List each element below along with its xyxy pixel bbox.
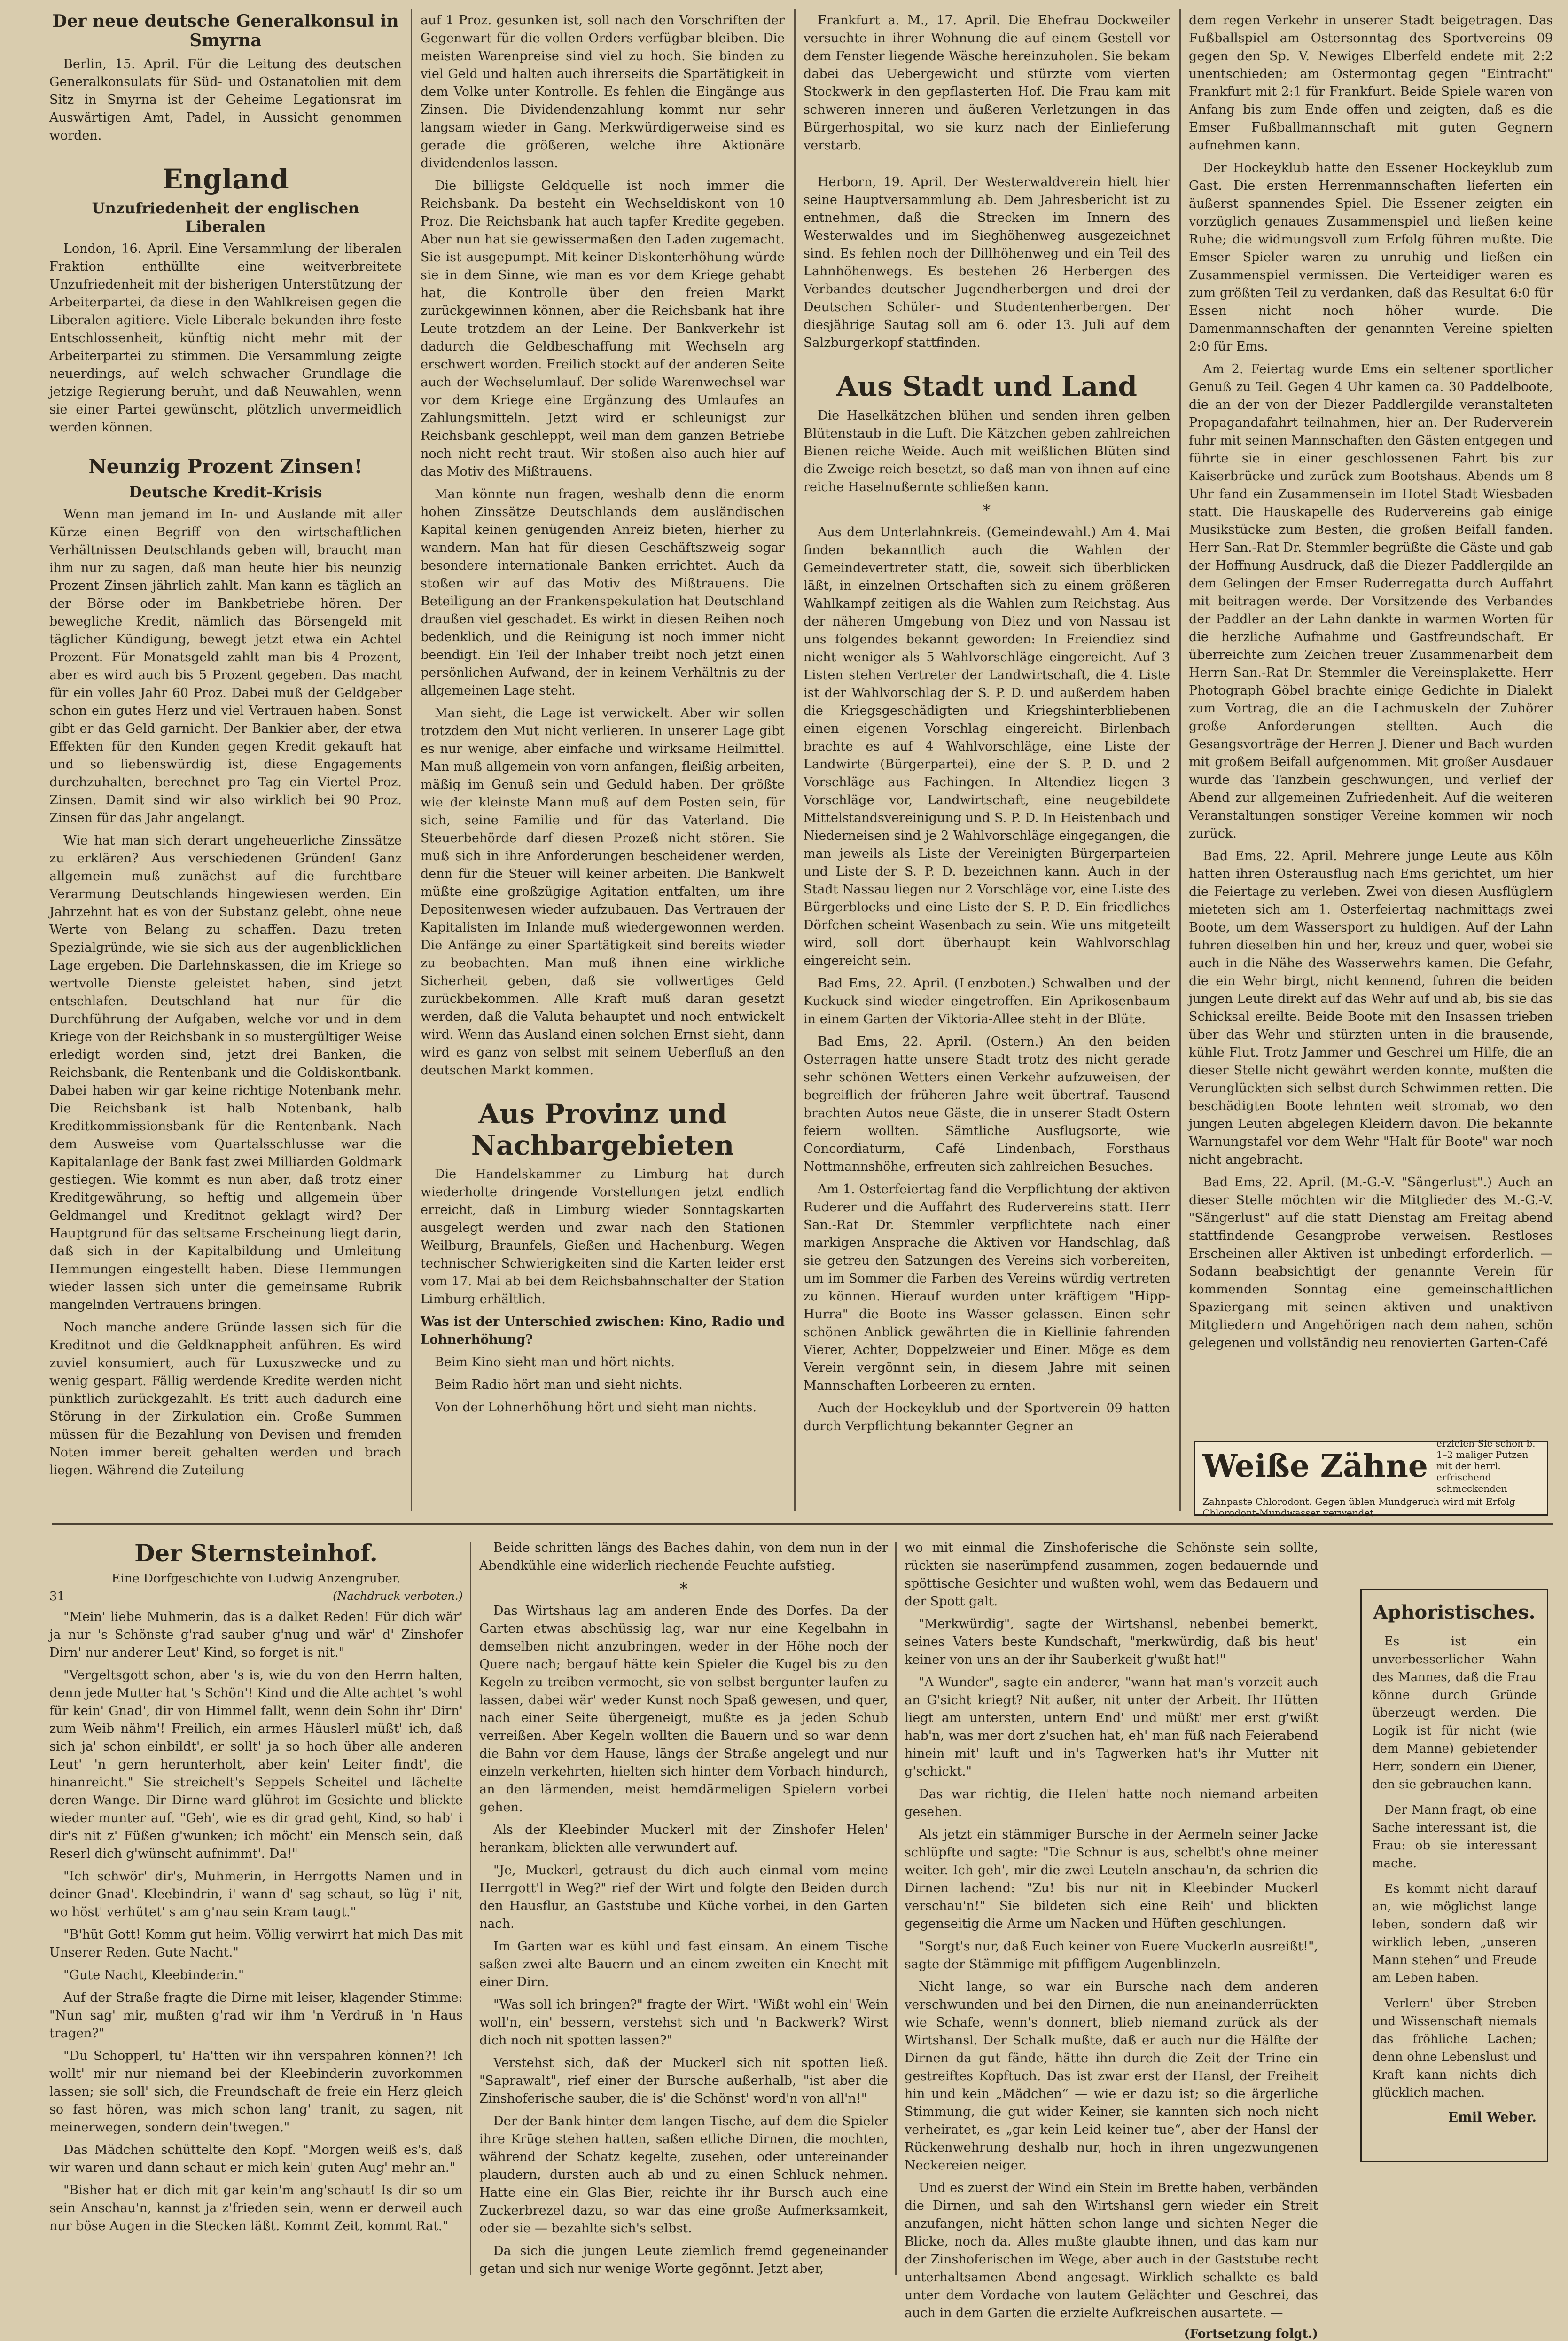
column-4 <box>1189 12 1553 1431</box>
article-text: Berlin, 15. April. Für die Leitung des deutschen Generalkonsulats für Süd- und Ostanatolien mit dem Sitz in Smyrna ist der Geheime Legationsrat im Auswärtigen Amt, Padel, in Aussicht genommen worden. <box>49 56 402 143</box>
ad-footer-text: Zahnpaste Chlorodont. Gegen üblen Mundgeruch wird mit Erfolg Chlorodont-Mundwasser verwendet. <box>1202 1496 1515 1519</box>
article-paragraph: Man sieht, die Lage ist verwickelt. Aber wir sollen trotzdem den Mut nicht verlieren. In unserer Lage gibt es nur wenige, aber einfache und wirksame Heilmittel. Man muß allgemein von vorn anfangen, fleißig arbeiten, mäßig im Genuß sein und Geduld haben. Der größte wie der kleinste Mann muß auf dem Posten sein, für sich, seine Familie und für das Vaterland. Die Steuerbehörde darf diesen Prozeß nicht stören. Sie muß sich in ihre Anforderungen bescheidener werden, denn für die Steuer will keiner arbeiten. Die Bankwelt müßte eine großzügige Agitation entfalten, um ihre Depositenwesen wieder aufzubauen. Das Vertrauen der Kapitalisten im Inlande muß wiedergewonnen werden. Die Anfänge zu einer Spartätigkeit sind bereits wieder zu beobachten. Man muß ihnen eine wirkliche Sicherheit geben, daß sie vollwertiges Geld zurückbekommen. Alle Kraft muß daran gesetzt werden, daß die Valuta behauptet und noch entwickelt wird. Wenn das Ausland einen solchen Ernst sieht, dann wird es ganz von selbst mit seinem Ueberfluß an den deutschen Markt kommen. <box>421 706 785 1078</box>
ad-small-text: erzielen Sie schon b. 1–2 maliger Putzen mit der herrl. erfrischend schmeckenden <box>1436 1438 1536 1494</box>
serial-paragraph: Und es zuerst der Wind ein Stein im Brette haben, verbänden die Dirnen, und sah den Wirtshansl gern wieder ein Streit anzufangen, nicht hätten schon lange und sichten Neger die Blicke, noch da. Alles mußte glaubte ihnen, und das kam nur der Zinshoferischen im Wege, aber auch in der Gaststube recht unterhaltsamen Abend angesagt. Wirklich schalkte es bald unter dem Vordache von lautem Gelächter und Geschrei, das auch in dem Garten die erzielte Aufkreischen ausartete. — <box>905 2181 1318 2320</box>
serial-paragraph: "Merkwürdig", sagte der Wirtshansl, nebenbei bemerkt, seines Vaters beste Kundschaft, "merkwürdig, daß bis heut' keiner von uns an der ihr Sauberkeit g'wußt hat!" <box>905 1617 1318 1667</box>
serial-column-3 <box>905 1539 1318 2341</box>
article-herborn <box>804 173 1170 352</box>
column-rule <box>470 1542 471 2275</box>
aphorism-paragraph: Es kommt nicht darauf an, wie möglichst lange leben, sondern daß wir wirklich leben, „unseren Mann stehen“ und Freude am Leben haben. <box>1372 1882 1537 1985</box>
article-paragraph: Was ist der Unterschied zwischen: Kino, Radio und Lohnerhöhung? <box>421 1315 785 1347</box>
article-generalkonsul <box>49 12 402 145</box>
article-paragraph: Beim Radio hört man und sieht nichts. <box>435 1378 683 1393</box>
article-text: London, 16. April. Eine Versammlung der liberalen Fraktion enthüllte eine weitverbreitete Unzufriedenheit mit der bisherigen Unterstützung der Arbeiterpartei, da diese in den Wahlkreisen gegen die Liberalen agitiere. Viele Liberale bekunden ihre feste Entschlossenheit, künftig nicht mehr mit der Arbeiterpartei zu stimmen. Die Versammlung zeigte neuerdings, auf welch schwacher Grundlage die jetzige Regierung beruht, und daß Neuwahlen, wenn sie einer Partei gewünscht, plötzlich unvermeidlich werden können. <box>49 242 402 435</box>
continuation-note: (Fortsetzung folgt.) <box>1184 2327 1318 2341</box>
article-text: Frankfurt a. M., 17. April. Die Ehefrau Dockweiler versuchte in ihrer Wohnung die auf einem Gestell vor dem Fenster liegende Wäsche hereinzuholen. Sie bekam dabei das Uebergewicht und stürzte vom vierten Stockwerk in den gepflasterten Hof. Die Frau kam mit schweren inneren und äußeren Verletzungen in das Bürgerhospital, wo sie kurz nach der Einlieferung verstarb. <box>804 13 1170 153</box>
article-paragraph: dem regen Verkehr in unserer Stadt beigetragen. Das Fußballspiel am Ostersonntag des Sportvereins 09 gegen den Sp. V. Newiges Elberfeld endete mit 2:2 unentschieden; am Ostermontag gegen "Eintracht" Frankfurt mit 2:1 für Frankfurt. Beide Spiele waren von Anfang bis zum Ende offen und zeigten, daß es die Emser Fußballmannschaft mit guten Gegnern aufnehmen kann. <box>1189 13 1553 153</box>
aphorism-paragraph: Verlern' über Streben und Wissenschaft niemals das fröhliche Lachen; denn ohne Lebenslust und Kraft kann nichts dich glücklich machen. <box>1372 1997 1537 2100</box>
section-divider <box>52 1523 1553 1525</box>
ad-top-row <box>1202 1438 1539 1494</box>
article-stadt-und-land <box>804 371 1170 1435</box>
serial-paragraph: "B'hüt Gott! Komm gut heim. Völlig verwirrt hat mich Das mit Unserer Reden. Gute Nacht." <box>49 1927 463 1960</box>
serial-paragraph: "Vergeltsgott schon, aber 's is, wie du von den Herrn halten, denn jede Mutter hat 's Schön'! Kind und die Alte achtet 's wohl für kein' Gnad', dir von Himmel fallt, wenn dein Sohn ihr' Dirn' zum Weib nähm'! Freilich, ein armes Häuslerl müßt' ich, daß sich ja' schon einbildt', er sollt' ja so hoch über alle anderen Leut' 'n gern herunterholt, aber kein' Leiter findt', die hinanreicht." Sie streichelt's Seppels Scheitel und lächelte deren Wange. Dir Dirne ward glührot im Gesichte und blickte wieder munter auf. "Geh', wie es dir grad geht, Kind, so hab' i dir's nit z' Füßen g'wunken; ich möcht' ein Mensch sein, daß Reserl dich g'wünscht aufnimmt'. Da!" <box>49 1668 463 1861</box>
article-paragraph: Die Haselkätzchen blühen und senden ihren gelben Blütenstaub in die Luft. Die Kätzchen geben zahlreichen Bienen reiche Weide. Auch mit weißlichen Blüten sind die Zweige reich besetzt, so daß man von ihnen auf eine reiche Haselnußernte schließen kann. <box>804 408 1170 494</box>
section-headline: Aus Provinz und Nachbargebieten <box>471 1098 734 1161</box>
serial-paragraph: "Gute Nacht, Kleebinderin." <box>63 1968 244 1982</box>
serial-number: 31 <box>49 1589 65 1604</box>
article-paragraph: Wenn man jemand im In- und Auslande mit aller Kürze einen Begriff von den wirtschaftlichen Verhältnissen Deutschlands geben will, braucht man ihm nur zu sagen, daß man heute hier bis neunzig Prozent Zinsen jährlich zahlt. Man kann es täglich an der Börse oder im Bankbetriebe hören. Der bewegliche Kredit, nämlich das Börsengeld mit täglicher Kündigung, bewegt jetzt etwa ein Achtel Prozent. Für Monatsgeld zahlt man bis 4 Prozent, aber es wird auch bis 5 Prozent gegeben. Das macht für ein volles Jahr 60 Proz. Dabei muß der Geldgeber schon ein gutes Herz und viel Vertrauen haben. Sonst gibt er das Geld garnicht. Der Bankier aber, der etwa Effekten für den Kunden gegen Kredit gekauft hat und so liebenswürdig ist, diese Engagements durchzuhalten, berechnet pro Tag ein Viertel Proz. Zinsen. Damit sind wir also wirklich bei 90 Proz. Zinsen für das Jahr angelangt. <box>49 507 402 825</box>
serial-paragraph: Als jetzt ein stämmiger Bursche in der Aermeln seiner Jacke schlüpfte und sagte: "Die Schnur is aus, schelbt's ohne meiner weiter. Ich geh', mir die zwei Leuteln anschau'n, da schrien die Dirnen lachend: "Zu! bis nur nit in Kleebinder Muckerl verschau'n!" Sie bildeten sich eine Reih' und blickten gegenseitig die Arme um Nacken und Hüften geschlungen. <box>905 1827 1318 1931</box>
serial-column-2 <box>479 1539 888 2279</box>
article-paragraph: Die Handelskammer zu Limburg hat durch wiederholte dringende Vorstellungen jetzt endlich erreicht, daß in Limburg wieder Sonntagskarten ausgelegt werden und zwar nach den Stationen Weilburg, Braunfels, Gießen und Hachenburg. Wegen technischer Schwierigkeiten sind die Karten leider erst vom 17. Mai ab bei dem Reichsbahnschalter der Station Limburg erhältlich. <box>421 1167 785 1307</box>
serial-meta-row <box>49 1589 463 1608</box>
article-paragraph: Beim Kino sieht man und hört nichts. <box>435 1355 675 1370</box>
article-paragraph: Von der Lohnerhöhung hört und sieht man nichts. <box>435 1400 757 1415</box>
aphorism-box <box>1360 1589 1548 2162</box>
subheadline: Deutsche Kredit-Krisis <box>129 483 322 501</box>
article-zinsen <box>49 455 402 1480</box>
serial-paragraph: wo mit einmal die Zinshoferische die Schönste sein sollte, rückten sie naserümpfend zusammen, zogen bedauernde und spöttische Gesichter und wußten wohl, wem das Bedauern und der Spott galt. <box>905 1541 1318 1609</box>
serial-paragraph: Nicht lange, so war ein Bursche nach dem anderen verschwunden und bei den Dirnen, die nun aneinanderrückten wie Schafe, wenn's donnert, blieb niemand zurück als der Wirtshansl. Der Schalk mußte, daß er auch nur die Hälfte der Dirnen da gut fände, hätte ihn durch die Zeit der Trine ein gestreiftes Kopftuch. Das ist zwar erst der Hansl, der Freiheit hin und kein „Mädchen“ — wie er dazu ist; so die ärgerliche Stimmung, die gut wider Keiner, sie kannten sich noch nicht verheiratet, es „gar kein Leid keiner tue“, aber der Hansl der Rückenwehrung deshalb nur, hoch in ihren ungezwungenen Neckereien neiger. <box>905 1980 1318 2173</box>
headline: Der neue deutsche Generalkonsul in Smyrna <box>52 11 399 51</box>
headline: England <box>162 163 289 195</box>
advertisement-chlorodont <box>1194 1438 1548 1519</box>
article-text: Herborn, 19. April. Der Westerwaldverein hielt hier seine Hauptversammlung ab. Dem Jahresbericht ist zu entnehmen, daß die Strecken im Innern des Westerwaldes und im Sieghöhenweg ausgezeichnet sind. Es fehlen noch der Dillhöhenweg und ein Teil des Lahnhöhenwegs. Es bestehen 26 Herbergen des Verbandes deutscher Jugendherbergen und drei der Deutschen Schüler- und Studentenherbergen. Der diesjährige Sautag soll am 6. oder 13. Juli auf dem Salzburgerkopf stattfinden. <box>804 175 1170 350</box>
subheadline: Unzufriedenheit der englischen Liberalen <box>92 199 359 235</box>
serial-paragraph: "A Wunder", sagte ein anderer, "wann hat man's vorzeit auch an G'sicht kriegt? Nit außer, nit unter der Arbeit. Ihr Hütten liegt am untersten, untern End' und müßt' mer erst g'wißt hab'n, was mer dort z'suchen hat, eh' man füß nach Feierabend hinein mit' lauft und in's Tagwerken hat's ihr Mutter nit g'schickt." <box>905 1675 1318 1779</box>
article-paragraph: Aus dem Unterlahnkreis. (Gemeindewahl.) Am 4. Mai finden bekanntlich auch die Wahlen der Gemeindevertreter statt, die, soweit sich überblicken läßt, in einzelnen Ortschaften sich zu einem größeren Wahlkampf zeitigen als die Wahlen zum Reichstag. Aus der näheren Umgebung von Diez und von Nassau ist uns folgendes bekannt geworden: In Freiendiez sind nicht weniger als 5 Wahlvorschläge eingereicht. Auf 3 Listen stehen Vertreter der Landwirtschaft, die 4. Liste ist der Wahlvorschlag der S. P. D. und außerdem haben die Kriegsgeschädigten und Kriegshinterbliebenen einen eigenen Vorschlag eingereicht. Birlenbach brachte es auf 4 Wahlvorschläge, eine Liste der Landwirte (Bürgerpartei), eine der S. P. D. und 2 Vorschläge aus Fachingen. In Altendiez liegen 3 Vorschläge vor, Landwirtschaft, eine neugebildete Mittelstandsvereinigung und S. P. D. In Heistenbach und Niederneisen sind je 2 Wahlvorschläge eingegangen, die man jeweils als Liste der Vereinigten Bürgerparteien und Liste der S. P. D. bezeichnen kann. Auch in der Stadt Nassau liegen nur 2 Vorschläge vor, eine Liste des Bürgerblocks und eine Liste der S. P. D. Ein friedliches Dörfchen scheint Wasenbach zu sein. Wie uns mitgeteilt wird, soll dort überhaupt kein Wahlvorschlag eingereicht sein. <box>804 525 1170 968</box>
article-paragraph: Bad Ems, 22. April. Mehrere junge Leute aus Köln hatten ihren Osterausflug nach Ems gerichtet, um hier die Feiertage zu verleben. Zwei von diesen Ausflüglern mieteten sich am 1. Osterfeiertag nachmittags zwei Boote, um dem Wassersport zu huldigen. Auf der Lahn fuhren dieselben hin und her, kreuz und quer, wobei sie auch in die Nähe des Wasserwehrs kamen. Die Gefahr, die ein Wehr birgt, nicht kennend, fuhren die beiden jungen Leute direkt auf das Wehr auf und ab, bis sie das Schicksal ereilte. Beide Boote mit den Insassen trieben über das Wehr und stürzten unten in die brausende, kühle Flut. Trotz Jammer und Geschrei um Hilfe, die an dieser Stelle nicht gewährt werden konnte, mußten die Verunglückten sich selbst durch Schwimmen retten. Die beschädigten Boote lehnten weit stromab, wo den jungen Leuten abgelegen Kleidern davon. Die bekannte Warnungstafel vor dem Wehr "Halt für Boote" war noch nicht angebracht. <box>1189 849 1553 1167</box>
serial-paragraph: Beide schritten längs des Baches dahin, von dem nun in der Abendkühle eine widerlich riechende Feuchte aufstieg. <box>479 1541 888 1573</box>
column-1 <box>49 12 402 1511</box>
serial-paragraph: "Was soll ich bringen?" fragte der Wirt. "Wißt wohl ein' Wein woll'n, ein' bessern, verstehst sich und 'n Backwerk? Wirst dich noch nit spotten lassen?" <box>479 1997 888 2048</box>
reprint-note: (Nachdruck verboten.) <box>333 1589 463 1603</box>
article-paragraph: auf 1 Proz. gesunken ist, soll nach den Vorschriften der Gegenwart für die vollen Orders verfügbar bleiben. Die meisten Warenpreise sind viel zu hoch. Sie binden zu viel Geld und halten auch ihrerseits die Spartätigkeit in dem Volke unter Kontrolle. Es fehlen die Eingänge aus Zinsen. Die Dividendenzahlung kommt nur sehr langsam wieder in Gang. Merkwürdigerweise sind es gerade die größeren, welche ihre Aktionäre dividendenlos lassen. <box>421 13 785 171</box>
article-paragraph: Wie hat man sich derart ungeheuerliche Zinssätze zu erklären? Aus verschiedenen Gründen! Ganz allgemein muß zunächst auf die furchtbare Verarmung Deutschlands hingewiesen werden. Ein Jahrzehnt hat es von der Substanz gelebt, ohne neue Werte von Belang zu schaffen. Dazu treten Spezialgründe, wie sie sich aus der augenblicklichen Lage ergeben. Die Darlehnskassen, die im Kriege so wertvolle Dienste geleistet haben, sind jetzt entschlafen. Deutschland hat nur für die Durchführung der Aufgaben, welche vor und in dem Kriege von der Reichsbank in so mustergültiger Weise erledigt worden sind, jetzt drei Banken, die Reichsbank, die Rentenbank und die Goldiskontbank. Dabei haben wir gar keine richtige Notenbank mehr. Die Reichsbank ist halb Notenbank, halb Kreditkommissionsbank für die Rentenbank. Nach dem Ausweise vom Quartalsschlusse war die Kapitalanlage der Bank fast zwei Milliarden Goldmark gestiegen. Wie kommt es nun aber, daß trotz einer Kreditgewährung, so heftig und allgemein über Geldmangel und Kreditnot geklagt wird? Der Hauptgrund für das seltsame Erscheinung liegt darin, daß sich in der Kapitalbildung und Umleitung Hemmungen eingestellt haben. Diese Hemmungen wieder lassen sich unter die gemeinsame Rubrik mangelnden Vertrauens bringen. <box>49 833 402 1312</box>
ad-title: Weiße Zähne <box>1202 1448 1428 1484</box>
serial-paragraph: "Du Schopperl, tu' Ha'tten wir ihn verspahren können?! Ich wollt' mir nur niemand bei der Kleebinderin zuvorkommen lassen; sie soll' sich, die Freundschaft de freie ein Herz gleich so fast hören, was mich schon lang' tranit, zu sagen, nit meinerwegen, sondern dein'twegen." <box>49 2049 463 2135</box>
article-zinsen-continued <box>421 12 785 1080</box>
column-rule <box>411 9 412 1511</box>
separator-star: * <box>983 501 991 520</box>
serial-paragraph: "Je, Muckerl, getraust du dich auch einmal vom meine Herrgott'l in Weg?" rief der Wirt und folgte den Beiden durch den Hausflur, an Gaststube und Küche vorbei, in den Garten nach. <box>479 1863 888 1931</box>
article-provinz <box>421 1098 785 1417</box>
serial-paragraph: Der der Bank hinter dem langen Tische, auf dem die Spieler ihre Krüge stehen hatten, saßen etliche Dirnen, die mochten, während der Schatz kegelte, zusehen, oder untereinander plaudern, dursten auch ab und zu einen Schluck nehmen. Hatte eine ein Glas Bier, reichte ihr ihr Bursch auch eine Zuckerbrezel dazu, so war das eine große Aufmerksamkeit, oder sie — bezahlte sich's selbst. <box>479 2114 888 2236</box>
serial-paragraph: Das Mädchen schüttelte den Kopf. "Morgen weiß es's, daß wir waren und dann schaut er mich kein' guten Aug' mehr an." <box>49 2143 463 2175</box>
aphorism-signature: Emil Weber. <box>1448 2109 1537 2125</box>
article-paragraph: Bad Ems, 22. April. (M.-G.-V. "Sängerlust".) Auch an dieser Stelle möchten wir die Mitglieder des M.-G.-V. "Sängerlust" auf die statt Dienstag am Freitag abend stattfindende Gesangprobe verweisen. Restloses Erscheinen aller Aktiven ist unbedingt erforderlich. — Sodann beabsichtigt der genannte Verein für kommenden Sonntag eine gemeinschaftlichen Spaziergang mit seinen aktiven und unaktiven Mitgliedern und Angehörigen nach dem nahen, schön gelegenen und vollständig neu renovierten Garten-Café <box>1189 1175 1553 1350</box>
serial-paragraph: Im Garten war es kühl und fast einsam. An einem Tische saßen zwei alte Bauern und an einem zweiten ein Knecht mit einer Dirn. <box>479 1939 888 1989</box>
serial-subtitle: Eine Dorfgeschichte von Ludwig Anzengruber. <box>111 1572 401 1586</box>
column-rule <box>794 9 796 1511</box>
serial-paragraph: Verstehst sich, daß der Muckerl sich nit spotten ließ. "Saprawalt", rief einer der Bursche außerhalb, "ist aber die Zinshoferische sauber, die is' die Schönst' word'n von all'n!" <box>479 2056 888 2106</box>
column-rule <box>1179 9 1181 1511</box>
separator-star: * <box>679 1580 688 1598</box>
article-paragraph: Am 1. Osterfeiertag fand die Verpflichtung der aktiven Ruderer und die Auffahrt des Rudervereins statt. Herr San.-Rat Dr. Stemmler verpflichtete nach einer markigen Ansprache die Aktiven vor Handschlag, daß sie getreu den Satzungen des Vereins sich vorbereiten, um im Sommer die Farben des Vereins würdig vertreten zu können. Hierauf wurden unter kräftigem "Hipp-Hurra" die Boote ins Wasser gelassen. Einen sehr schönen Anblick gewährten die in Kiellinie fahrenden Vierer, Achter, Doppelzweier und Einer. Möge es dem Verein vergönnt sein, in diesem Jahre mit seinen Mannschaften Lorbeeren zu ernten. <box>804 1182 1170 1393</box>
article-england <box>49 164 402 437</box>
serial-paragraph: "Mein' liebe Muhmerin, das is a dalket Reden! Für dich wär' ja nur 's Schönste g'rad sauber g'nug und wär' d' Zinshofer Dirn' nur anderer Leut' Kind, so forget is nit." <box>49 1610 463 1660</box>
article-paragraph: Auch der Hockeyklub und der Sportverein 09 hatten durch Verpflichtung bekannter Gegner an <box>804 1401 1170 1433</box>
article-paragraph: Die billigste Geldquelle ist noch immer die Reichsbank. Da besteht ein Wechseldiskont von 10 Proz. Die Reichsbank hat auch tapfer Kredite gegeben. Aber nun hat sie gewissermaßen den Laden zugemacht. Sie ist ausgepumpt. Mit keiner Diskonterhöhung würde sie in dem Sinne, wie man es vor dem Kriege gehabt hat, die Kontrolle über den freien Markt zurückgewinnen können, aber die Reichsbank hat ihre Leute trotzdem an der Leine. Der Bankverkehr ist dadurch die Geldbeschaffung mit Wechseln arg erschwert worden. Freilich stockt auf der anderen Seite auch der Wechselumlauf. Der solide Warenwechsel war vor dem Kriege eine Ergänzung des Umlaufes an Zahlungsmitteln. Jetzt wird er schleunigst zur Reichsbank geschleppt, weil man dem ganzen Betriebe noch nicht recht traut. Wir stoßen also auch hier auf das Motiv des Mißtrauens. <box>421 179 785 479</box>
article-paragraph: Am 2. Feiertag wurde Ems ein seltener sportlicher Genuß zu Teil. Gegen 4 Uhr kamen ca. 30 Paddelboote, die an der von der Diezer Paddlergilde veranstalteten Propagandafahrt teilnahmen, hier an. Der Ruderverein fuhr mit seinen Mannschaften den Gästen entgegen und führte sie in einer geschlossenen Fahrt bis zur Kaiserbrücke und zurück zum Bootshaus. Abends um 8 Uhr fand ein Zusammensein im Hotel Stadt Wiesbaden statt. Die Hauskapelle des Rudervereins gab einige Musikstücke zum Besten, die großen Beifall fanden. Herr San.-Rat Dr. Stemmler begrüßte die Gäste und gab der Hoffnung Ausdruck, daß die Diezer Paddlergilde an dem Gelingen der Emser Ruderregatta durch Auffahrt mit beitragen werde. Der Vorsitzende des Verbandes der Paddler an der Lahn dankte in warmen Worten für die herzliche Aufnahme und Gastfreundschaft. Er überreichte zum Zeichen treuer Zusammenarbeit dem Herrn San.-Rat Dr. Stemmler die Vereinsplakette. Herr Photograph Göbel brachte einige Gedichte in Dialekt zum Vortrag, die an die Lachmuskeln der Zuhörer große Anforderungen stellten. Auch die Gesangsvorträge der Herren J. Diener und Bach wurden mit großem Beifall aufgenommen. Mit großer Ausdauer wurde das Tanzbein geschwungen, und verlief der Abend zur allgemeinen Zufriedenheit. Auf die weiteren Veranstaltungen sonstiger Vereine kommen wir noch zurück. <box>1189 362 1553 841</box>
serial-paragraph: "Ich schwör' dir's, Muhmerin, in Herrgotts Namen und in deiner Gnad'. Kleebindrin, i' wann d' sag schaut, so lüg' i' nit, wo höst' verhütet' s am g'nau sein Kram taugt." <box>49 1869 463 1919</box>
serial-paragraph: "Bisher hat er dich mit gar kein'm ang'schaut! Is dir so um sein Anschau'n, kannst ja z'frieden sein, wenn er derweil auch nur böse Augen in die Stecken läßt. Kommt Zeit, kommt Rat." <box>49 2183 463 2233</box>
serial-paragraph: Da sich die jungen Leute ziemlich fremd gegeneinander getan und sich nur wenige Worte gegönnt. Jetzt aber, <box>479 2244 888 2276</box>
aphorism-title: Aphoristisches. <box>1373 1601 1536 1623</box>
headline: Neunzig Prozent Zinsen! <box>88 455 363 478</box>
aphorism-paragraph: Es ist ein unverbesserlicher Wahn des Mannes, daß die Frau könne durch Gründe überzeugt werden. Die Logik ist für nicht (wie dem Manne) gebietender Herr, sondern ein Diener, den sie gebrauchen kann. <box>1372 1635 1537 1792</box>
article-paragraph: Bad Ems, 22. April. (Lenzboten.) Schwalben und der Kuckuck sind wieder eingetroffen. Ein Aprikosenbaum in einem Garten der Viktoria-Allee steht in der Blüte. <box>804 976 1170 1026</box>
column-2 <box>421 12 785 1511</box>
column-rule <box>895 1542 897 2275</box>
serial-paragraph: Auf der Straße fragte die Dirne mit leiser, klagender Stimme: "Nun sag' mir, mußten g'rad wir ihm 'n Verdruß in 'n Haus tragen?" <box>49 1990 463 2041</box>
serial-column-1 <box>49 1539 463 2279</box>
serial-title: Der Sternsteinhof. <box>134 1539 378 1567</box>
serial-paragraph: Das Wirtshaus lag am anderen Ende des Dorfes. Da der Garten etwas abschüssig lag, war nur eine Kegelbahn in demselben nicht anzubringen, weder in der Höhe noch der Quere nach; bergauf hätte kein Spieler die Kugel bis zu den Kegeln zu treiben vermocht, sie von selbst bergunter laufen zu lassen, dabei wär' weder Kunst noch Spaß gewesen, und quer, nach einer Seite übergeneigt, mußte es ja jeden Schub verreißen. Aber Kegeln wollten die Bauern und so war denn die Bahn vor dem Hause, längs der Straße angelegt und nur einzeln verkehrten, hielten sich hinter dem Vorbach hindurch, an den lärmenden, meist hemdärmeligen Spielern vorbei gehen. <box>479 1604 888 1815</box>
serial-paragraph: "Sorgt's nur, daß Euch keiner von Euere Muckerln ausreißt!", sagte der Stämmige mit pfiffigem Augenblinzeln. <box>905 1939 1318 1972</box>
article-frankfurt <box>804 12 1170 155</box>
serial-paragraph: Das war richtig, die Helen' hatte noch niemand arbeiten gesehen. <box>905 1787 1318 1819</box>
section-headline: Aus Stadt und Land <box>836 370 1137 402</box>
article-paragraph: Noch manche andere Gründe lassen sich für die Kreditnot und die Geldknappheit anführen. Es wird zuviel konsumiert, auch für Luxuszwecke und zu wenig gespart. Fällig werdende Kredite werden nicht pünktlich zurückgezahlt. Es tritt auch dadurch eine Störung in der Zirkulation ein. Große Summen müssen für die Bezahlung von Devisen und fremden Noten immer bereit gehalten werden und brach liegen. Während die Zuteilung <box>49 1320 402 1478</box>
article-paragraph: Man könnte nun fragen, weshalb denn die enorm hohen Zinssätze Deutschlands dem ausländischen Kapital keinen genügenden Anreiz bieten, hierher zu wandern. Man hat für diesen Geschäftszweig sogar besondere internationale Banken errichtet. Auch da stoßen wir auf das Motiv des Mißtrauens. Die Beteiligung an der Frankenspekulation hat Deutschland draußen viel geschadet. Es wirkt in diesen Reihen noch bedenklich, und die Reinigung ist noch immer nicht beendigt. Ein Teil der Inhaber treibt noch jetzt einen persönlichen Aufwand, der in keinem Verhältnis zu der allgemeinen Lage steht. <box>421 487 785 698</box>
article-paragraph: Der Hockeyklub hatte den Essener Hockeyklub zum Gast. Die ersten Herrenmannschaften lieferten ein äußerst spannendes Spiel. Die Essener zeigten ein vorzüglich genaues Zusammenspiel und ließen keine Ruhe; die widmungsvoll zum Erfolg führen mußte. Die Emser Spieler waren zu unruhig und ließen ein Zusammenspiel vermissen. Die Verteidiger waren es zum größten Teil zu verdanken, daß das Resultat 6:0 für Essen nicht noch höher wurde. Die Damenmannschaften der genannten Vereine spielten 2:0 für Ems. <box>1189 161 1553 354</box>
column-3 <box>804 12 1170 1511</box>
aphorism-paragraph: Der Mann fragt, ob eine Sache interessant ist, die Frau: ob sie interessant mache. <box>1372 1803 1537 1871</box>
serial-paragraph: Als der Kleebinder Muckerl mit der Zinshofer Helen' herankam, blickten alle verwundert auf. <box>479 1823 888 1855</box>
article-paragraph: Bad Ems, 22. April. (Ostern.) An den beiden Osterragen hatte unsere Stadt trotz des nicht gerade sehr schönen Wetters einen Verkehr aufzuweisen, der begreiflich der früheren Jahre weit übertraf. Tausend brachten Autos neue Gäste, die in unserer Stadt Ostern feiern wollten. Sämtliche Ausflugsorte, wie Concordiaturm, Café Lindenbach, Forsthaus Nottmannshöhe, erfreuten sich zahlreichen Besuches. <box>804 1034 1170 1174</box>
